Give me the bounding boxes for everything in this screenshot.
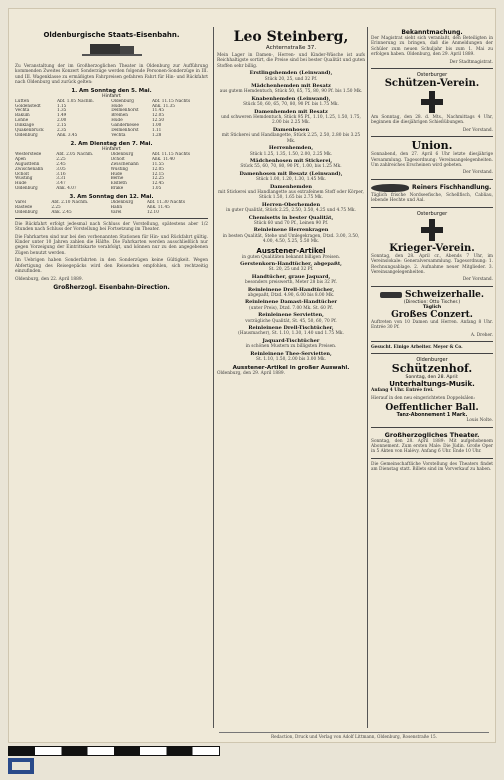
fish-body: Täglich frische Nordseefische, Schellfisch, Cabliau, lebende Hechte und Aal.	[371, 192, 493, 204]
notice-title: Bekanntmachung.	[401, 29, 463, 36]
shop-item: Reinleinene Drell-Tischtücher, (Hausmacher), St. 1.10, 1.30, 1.40 und 1.75 Mk.	[238, 325, 344, 337]
shop-item: Reinleinene Drell-Handtücher, abgepaßt, Dtzd. 4.90, 6.00 bis 8.00 Mk.	[247, 286, 335, 299]
hof-body: Hierauf in den neu eingerichteten Doppelsälen:	[371, 395, 475, 401]
shop-item: Knabenhemden (Leinwand), Stück 50, 60, 65, 70, 80, 90 Pf. bis 1.75 Mk.	[243, 95, 339, 108]
club1-title: Schützen-Verein.	[384, 78, 480, 90]
table-row: Hude 3.47 Elsfleth 12.45	[15, 181, 164, 186]
railway-section-1-sub: Hinfahrt	[102, 93, 121, 99]
newspaper-page	[8, 8, 496, 743]
column-rule	[367, 27, 368, 728]
hall-sign: A. Dreher.	[470, 332, 493, 338]
union-sign: Der Vorstand.	[462, 170, 493, 176]
timetable-3	[15, 200, 208, 215]
shop-item: Mädchenhosen mit Stickerei, Stück 55, 60, 70, 80, 90 Pf., 1.00, bis 1.25 Mk.	[240, 157, 342, 170]
railway-signature: Großherzogl. Eisenbahn-Direction.	[53, 283, 170, 291]
hall-body: Auftreten von 10 Damen und Herren. Anfang 8 Uhr. Entrée 30 Pf.	[371, 319, 493, 331]
table-row: Zwischenahn 3.05 Wüsting 12.05	[15, 166, 164, 171]
table-row: Varel Abf. 2.10 Nachm. Oldenburg Abf. 11.30 Nachts	[15, 200, 186, 205]
wanted-ad: Gesucht. Einige Arbeiter. Meyer & Co.	[371, 344, 463, 350]
club1-sign: Der Vorstand.	[462, 127, 493, 133]
krieger-title: Krieger-Verein.	[389, 242, 475, 254]
club1-body: Am Sonntag, den 28. d. Mts., Nachmittags 4 Uhr, beginnen die diesjährigen Schießübungen.	[371, 115, 493, 126]
union-body: Sonnabend, den 27. April 6 Uhr letzte diesjährige Versammlung. Tagesordnung: Vereinsangelegenheiten. Um zahlreiches Erscheinen wird gebeten.	[371, 152, 493, 169]
table-row: Apen 2.25 Ocholt Ank. 11.40	[15, 156, 175, 161]
table-row: Quakenbrück 2.35 Delmenhorst 1.11	[15, 128, 162, 133]
hall-sub: (Direction: Otto Tischer.)	[403, 299, 461, 305]
shop-item: Herrenhemden, Stück 1.25, 1.35, 1.50, 2.00, 2.25 Mk.	[249, 145, 333, 157]
shop-item: Damenhosen mit Stickerei und Handlangette, Stück 2.25, 2.50, 2.80 bis 3.25 Mk.	[221, 126, 361, 144]
divider	[15, 218, 208, 219]
railway-section-2: 2. Am Dienstag den 7. Mai.	[70, 140, 153, 147]
fish-header	[371, 183, 493, 193]
theater-title: Großherzogliches Theater.	[384, 430, 480, 439]
hof-concert: Unterhaltungs-Musik.	[389, 380, 475, 389]
column-rule	[213, 27, 214, 728]
table-row: Ocholt 3.16 Hude 12.15	[15, 171, 164, 176]
divider	[371, 458, 493, 459]
divider	[371, 179, 493, 180]
trousseau-heading: Ausstener-Artikel	[256, 246, 326, 255]
table-row: Rastede 2.25 Hahn Ank. 11.45	[15, 205, 170, 210]
hall-title: Schweizerhalle.	[404, 289, 485, 300]
hall-concert: Großes Conzert.	[391, 309, 473, 320]
color-scale-bar	[8, 746, 220, 756]
table-row: Oldenburg Ank. 3.45 Vechta 1.28	[15, 132, 162, 137]
shop-item: Reinleinene Servietten, vorzügliche Qualität, St. 45, 50, 60, 70 Pf.	[245, 312, 337, 324]
timetable-2	[15, 152, 208, 191]
column-railway	[15, 29, 208, 728]
railway-section-3: 3. Am Sonntag den 12. Mai.	[69, 194, 154, 201]
krieger-pre: Osterburger	[416, 210, 448, 217]
shop-item: Damenhemden mit Stickerei und Handlangette aus extrafeinem Stoff oder Körper, Stück 1.50, 1.65 bis 2.75 Mk.	[218, 183, 364, 201]
shop-item: Erstlingshemden (Leinwand), Stück 20, 25, und 32 Pf.	[249, 70, 333, 82]
pointing-hand-icon	[380, 292, 402, 298]
railway-section-2-sub: Hinfahrt	[102, 146, 121, 152]
railway-section-1: 1. Am Sonntag den 5. Mai.	[71, 87, 152, 94]
shop-name: Leo Steinberg,	[233, 29, 349, 45]
column-notices	[371, 29, 493, 728]
shop-item: Damenhosen mit Besatz (Leinwand), Stück 1.00, 1.20, 1.30, 1.45 Mk.	[239, 170, 343, 183]
shop-item: Chemisetts in bester Qualität, Stück 60 und 70 Pf., Leinen 90 Pf.	[248, 214, 334, 226]
shop-closing: Ausstener-Artikel in großer Auswahl.	[232, 364, 350, 371]
railway-intro: Zu Veranstaltung der im Großherzoglichen Theater in Oldenburg zur Aufführung kommenden Zweites Konzert Sonderzüge werden folgende Personen-Sonderzüge in III. und III. Wagenklasse zu ermäßigten Fahrpreisen gefahren Fahrt für Hin- und Rückfahrt nach Oldenburg und zurück gelten:	[15, 64, 208, 86]
hall-header	[371, 290, 493, 300]
divider	[371, 353, 493, 354]
table-row: Lutten Abf. 1.05 Nachm. Oldenburg Abf. 11.15 Nachts	[15, 98, 191, 103]
shop-address: Achternstraße 37.	[265, 45, 317, 51]
column-steinberg	[217, 29, 365, 728]
ball-title: Oeffentlicher Ball.	[385, 403, 479, 414]
notice-body: Der Magistrat sieht sich veranlaßt, den Beteiligten in Erinnerung zu bringen, daß die Anmeldungen der Schüler zum neuen Schuljahr bis zum 1. Mai zu erfolgen haben. Oldenburg, den 29. April 1889.	[371, 36, 493, 58]
fish-icon	[371, 184, 409, 192]
divider	[371, 341, 493, 342]
hof-title: Schützenhof.	[391, 362, 473, 376]
railway-note-3: Im Uebrigen haben Sonderfahrten in den Sonderzügen keine Gültigkeit. Wegen Abfertigung des Reisegepäcks wird den Reisenden empfohlen, sich rechtzeitig einzufinden.	[15, 258, 208, 275]
table-row: Augustfehn 2.45 Zwischenahn 11.55	[15, 161, 164, 166]
table-row: Vechta 1.35 Delmenhorst 11.45	[15, 108, 165, 113]
krieger-body: Sonntag, den 28. April cr., Abends 7 Uhr, im Vereinslokale: Generalversammlung. Tagesordnung: 1. Rechnungsablage. 2. Aufnahme neuer Mitglieder. 3. Vereinsangelegenheiten.	[371, 253, 493, 275]
hof-pre: Oldenburger	[416, 357, 448, 364]
hof-date: Sonntag, den 28. April:	[405, 375, 459, 381]
hall-daily: Täglich	[422, 304, 442, 310]
notice-sign: Der Stadtmagistrat.	[449, 59, 493, 65]
train-icon	[82, 42, 142, 62]
railway-note-2: Die Fahrkarten sind nur bei den vorbenannten Stationen für Hin- und Rückfahrt gültig. Kinder unter 10 Jahren zahlen die Hälfte. Die Fahrkarten werden ausschließlich nur gegen Vorzeigung der Eintrittskarte verabfolgt, und können nur zu den angegebenen Zügen benutzt werden.	[15, 234, 208, 256]
timetable-1	[15, 99, 208, 138]
shop-item: Herren-Oberhemden in guter Qualität, Stück 2.25, 2.50, 3.50, 4.25 und 4.75 Mk.	[226, 201, 356, 214]
club1-pre: Osterburger	[416, 72, 448, 79]
library-logo-icon	[8, 758, 34, 774]
end-body: Die Gemeinschaftliche Vorstellung des Theaters findet am Dienstag statt. Billets sind im Vorverkauf zu haben.	[371, 461, 493, 473]
shop-item: Reinleinene Damast-Handtücher (unter Preis), Dtzd. 7.00 Mk. St. 60 Pf.	[244, 299, 338, 311]
divider	[371, 427, 493, 428]
shop-item: Reinleinene Herrenkragen in besten Qualität, Stehe und Umlegekragen, Dtzd. 3.00, 3.50, 4.00, 4.50, 5.25, 5.50 Mk.	[222, 227, 360, 245]
divider	[371, 207, 493, 208]
shop-item: Reinleinene Thee-Servietten, St. 1.10, 1.50, 2.00 bis 3.00 Mk.	[250, 350, 332, 363]
theater-body: Sonntag, den 28. April 1889: Mit aufgehobenem Abonnement. Zum ersten Male: Die Jüdin. Große Oper in 5 Akten von Halévy. Anfang 6 Uhr. Ende 10 Uhr.	[371, 438, 493, 455]
shop-signoff: Oldenburg, den 29. April 1889.	[217, 370, 285, 376]
table-row: Dinklage 2.15 Ganderkesee 1.00	[15, 123, 162, 128]
divider	[371, 136, 493, 137]
railway-signoff: Oldenburg, den 22. April 1889.	[15, 276, 83, 282]
table-row: Oldenburg Ank. 2.45 Varel 12.10	[15, 209, 159, 214]
shop-item: Mädchenhemden mit Besatz aus gutem Hemdentuch, Stück 50, 65, 75, 80, 90 Pf. bis 1.50 Mk.	[219, 83, 363, 95]
shop-item: Jaquard-Tischtücher in schönen Mustern zu billigsten Preisen.	[245, 337, 337, 350]
divider	[371, 286, 493, 287]
fish-title: Reiners Fischhandlung.	[412, 184, 492, 192]
table-row: Bakum 1.49 Bremen 12.05	[15, 113, 165, 118]
railway-note: Die Rückfahrt erfolgt jedesmal nach Schluss der Vorstellung, spätestens aber 1/2 Stunden nach Schluss der Vorstellung bei Fortsetzung im Theater.	[15, 221, 208, 233]
table-row: Wüsting 3.31 Berne 12.25	[15, 176, 164, 181]
table-row: Goldenstedt 1.15 Hude Ank. 11.35	[15, 103, 175, 108]
shop-item: Damenhemden mit Besatz und schweren Hemdentuch, Stück 95 Pf., 1.10, 1.25, 1.50, 1.75, 2.00 bis 2.25 Mk.	[221, 108, 361, 126]
iron-cross-icon	[421, 219, 443, 241]
table-row: Westerstede Abf. 2.05 Nachm. Oldenburg Abf. 11.15 Nachts	[15, 151, 191, 156]
table-row: Lohne 2.00 Hude 12.50	[15, 118, 165, 123]
hof-start: Anfang 4 Uhr. Entrée frei.	[371, 388, 434, 394]
shop-item: Gerstenkorn-Handtücher, abgepaßt, St. 20, 25 und 32 Pf.	[240, 261, 342, 273]
union-title: Union.	[411, 139, 453, 153]
ball-sign: Louis Nolte.	[466, 418, 493, 424]
page-footer: Redaction, Druck und Verlag von Adolf Littmann, Oldenburg, Rosenstraße 15.	[219, 732, 489, 739]
divider	[371, 68, 493, 69]
trousseau-intro: in guten Qualitäten bekannt billigen Preisen.	[241, 254, 341, 260]
krieger-sign: Der Vorstand.	[462, 277, 493, 283]
crossed-rifles-icon	[421, 91, 443, 113]
ball-sub: Tanz-Abonnement 1 Mark.	[396, 413, 468, 419]
shop-intro: Mein Lager in Damen-, Herren- und Kinder-Wäsche ist aufs Reichhaltigste sortirt, die Preise sind bei bester Qualität und guten Stoffen sehr billig.	[217, 53, 365, 69]
shop-item: Handtücher, graue Jaquard, besonders preiswerth, Meter 28 bis 32 Pf.	[245, 273, 337, 286]
railway-title: Oldenburgische Staats-Eisenbahn.	[43, 31, 180, 39]
table-row: Oldenburg Ank. 4.07 Brake 1.05	[15, 186, 162, 191]
